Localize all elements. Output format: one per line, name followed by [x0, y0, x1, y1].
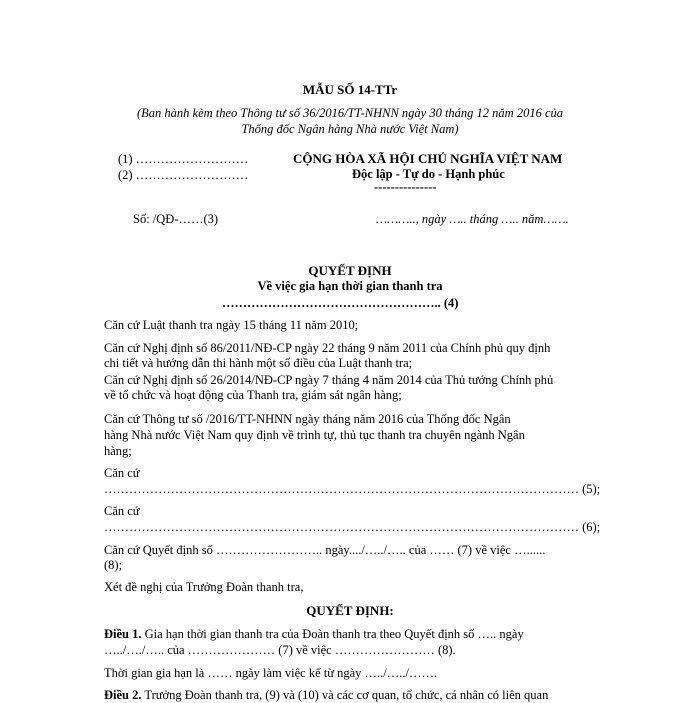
ground-6-label: Căn cứ — [104, 504, 140, 518]
issued-note-line2: Thống đốc Ngân hàng Nhà nước Việt Nam) — [241, 122, 459, 136]
decision-title: QUYẾT ĐỊNH — [308, 263, 392, 278]
decision-subject: Về việc gia hạn thời gian thanh tra — [257, 279, 443, 293]
ground-decree-26-line2: về tổ chức và hoạt động của Thanh tra, giám sát ngân hàng; — [104, 388, 402, 402]
issued-note-line1: (Ban hành kèm theo Thông tư số 36/2016/TT-NHNN ngày 30 tháng 12 năm 2016 của — [136, 106, 564, 120]
place-date: ……….., ngày ….. tháng ….. năm……. — [376, 212, 569, 226]
article-1-line2: …../…./….. của ………………… (7) về việc …………………… (8). — [104, 643, 456, 657]
ground-6-dots: …………………………………………………………………………………………………… (6); — [104, 520, 601, 534]
ground-5-label: Căn cứ — [104, 466, 140, 480]
article-2-label: Điều 2. — [104, 688, 142, 702]
article-1-label: Điều 1. — [104, 627, 142, 641]
form-number: MẪU SỐ 14-TTr — [302, 82, 398, 97]
ground-decree-86-line2: chi tiết và hướng dẫn thi hành một số điều của Luật thanh tra; — [104, 356, 413, 370]
ground-decree-26-line1: Căn cứ Nghị định số 26/2014/NĐ-CP ngày 7 tháng 4 năm 2014 của Thủ tướng Chính phủ — [104, 373, 554, 387]
article-1-line3: Thời gian gia hạn là …… ngày làm việc kể từ ngày …../…../……. — [104, 666, 438, 680]
ground-law-inspection: Căn cứ Luật thanh tra ngày 15 tháng 11 năm 2010; — [104, 318, 359, 332]
national-motto: Độc lập - Tự do - Hạnh phúc — [352, 167, 505, 181]
ground-5-dots: …………………………………………………………………………………………………… (5); — [104, 482, 601, 496]
agency-line-2: (2) ……………………… — [118, 168, 249, 182]
decision-heading: QUYẾT ĐỊNH: — [306, 603, 394, 618]
ground-decree-86-line1: Căn cứ Nghị định số 86/2011/NĐ-CP ngày 22 tháng 9 năm 2011 của Chính phủ quy định — [104, 341, 551, 355]
ground-circular-line2: hàng Nhà nước Việt Nam quy định về trình tự, thủ tục thanh tra chuyên ngành Ngân — [104, 428, 525, 442]
decision-number: Số: /QĐ-……(3) — [133, 212, 219, 226]
ground-circular-line1: Căn cứ Thông tư số /2016/TT-NHNN ngày tháng năm 2016 của Thống đốc Ngân — [104, 412, 511, 426]
motto-underline: --------------- — [374, 180, 437, 194]
article-1-line1 — [104, 627, 524, 642]
ground-circular-line3: hàng; — [104, 444, 132, 458]
proposal-line: Xét đề nghị của Trưởng Đoàn thanh tra, — [104, 580, 304, 594]
ground-decision-line1: Căn cứ Quyết định số …………………….. ngày..../…../….. của …… (7) về việc …...... — [104, 543, 546, 557]
article-1-text: Gia hạn thời gian thanh tra của Đoàn thanh tra theo Quyết định số ….. ngày — [141, 627, 524, 641]
article-2-text: Trưởng Đoàn thanh tra, (9) và (10) và các cơ quan, tổ chức, cá nhân có liên quan — [141, 688, 549, 702]
article-2-line1 — [104, 688, 548, 703]
decision-subject-dots: …………………………………………….. (4) — [222, 296, 459, 310]
ground-decision-line2: (8); — [104, 558, 123, 572]
nation-name: CỘNG HÒA XÃ HỘI CHỦ NGHĨA VIỆT NAM — [293, 151, 563, 166]
agency-line-1: (1) ……………………… — [118, 152, 249, 166]
